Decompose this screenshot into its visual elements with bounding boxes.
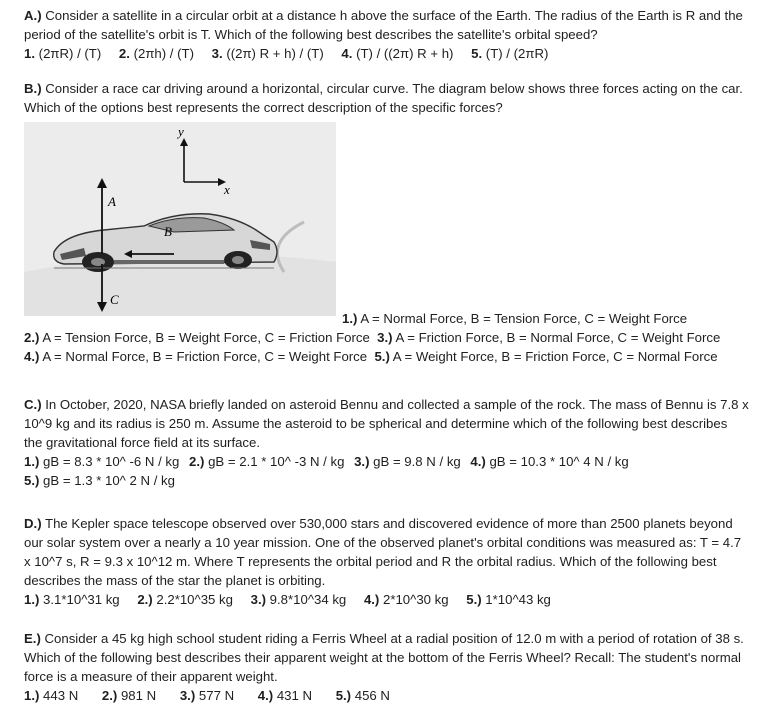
question-e-prompt	[24, 629, 749, 686]
race-car-force-diagram	[24, 122, 336, 316]
question-c-options	[24, 452, 749, 471]
option-e2[interactable]: 2.) 981 N	[101, 688, 157, 703]
option-row-b4-b5	[24, 347, 718, 366]
question-e-label: E.)	[24, 631, 41, 646]
question-c	[24, 395, 749, 490]
y-axis-label: y	[178, 124, 184, 139]
question-e-text: Consider a 45 kg high school student riding a Ferris Wheel at a radial position of 12.0 m with a period of rotation of 38 s. Which of the following best describes their apparent weight at the bottom of the Ferris Wheel? Recall: The student's normal force is a measure of their apparent weight.	[24, 631, 744, 684]
option-c1[interactable]: 1.) gB = 8.3 * 10^ -6 N / kg	[24, 454, 180, 469]
option-e5[interactable]: 5.) 456 N	[335, 688, 390, 703]
question-d-options	[24, 590, 749, 609]
option-c2[interactable]: 2.) gB = 2.1 * 10^ -3 N / kg	[189, 454, 345, 469]
option-c3[interactable]: 3.) gB = 9.8 N / kg	[354, 454, 461, 469]
question-b-prompt	[24, 79, 749, 117]
question-d	[24, 514, 749, 609]
question-a-label: A.)	[24, 8, 42, 23]
option-d1[interactable]: 1.) 3.1*10^31 kg	[24, 592, 120, 607]
option-b5[interactable]: 5.) A = Weight Force, B = Friction Force, C = Normal Force	[374, 349, 718, 364]
force-diagram-svg	[24, 122, 336, 316]
option-e1[interactable]: 1.) 443 N	[24, 688, 79, 703]
option-a2[interactable]: 2. (2πh) / (T)	[118, 46, 194, 61]
option-b4[interactable]: 4.) A = Normal Force, B = Friction Force, C = Weight Force	[24, 349, 368, 364]
question-a	[24, 6, 749, 63]
option-a3[interactable]: 3. ((2π) R + h) / (T)	[211, 46, 324, 61]
question-d-label: D.)	[24, 516, 42, 531]
option-b3[interactable]: 3.) A = Friction Force, B = Normal Force, C = Weight Force	[377, 330, 721, 345]
option-a5[interactable]: 5. (T) / (2πR)	[471, 46, 549, 61]
force-a-label: A	[108, 194, 116, 209]
option-d3[interactable]: 3.) 9.8*10^34 kg	[250, 592, 347, 607]
option-d4[interactable]: 4.) 2*10^30 kg	[363, 592, 449, 607]
question-e-options	[24, 686, 749, 705]
question-c-prompt	[24, 395, 749, 452]
question-c-text: In October, 2020, NASA briefly landed on asteroid Bennu and collected a sample of the rock. The mass of Bennu is 7.8 x 10^9 kg and its radius is 250 m. Assume the asteroid to be spherical and determine which of the following best describes the gravitational force field at its surface.	[24, 397, 749, 450]
x-axis-label: x	[224, 182, 230, 197]
option-e3[interactable]: 3.) 577 N	[179, 688, 235, 703]
question-d-text: The Kepler space telescope observed over 530,000 stars and discovered evidence of more than 2500 planets beyond our solar system over a nearly a 10 year mission. One of the observed planet's orbital conditions was measured as: T = 4.7 x 10^7 s, R = 9.3 x 10^12 m. Where T represents the orbital period and R the orbital radius. Which of the following best describes the mass of the star the planet is orbiting.	[24, 516, 742, 588]
question-b-label: B.)	[24, 81, 42, 96]
option-row-b2-b3	[24, 328, 720, 347]
worksheet	[24, 6, 749, 721]
question-b	[24, 79, 749, 379]
option-c5[interactable]: 5.) gB = 1.3 * 10^ 2 N / kg	[24, 473, 175, 488]
option-d2[interactable]: 2.) 2.2*10^35 kg	[137, 592, 233, 607]
question-c-options-row2	[24, 471, 749, 490]
question-a-text: Consider a satellite in a circular orbit at a distance h above the surface of the Earth. The radius of the Earth is R and the period of the satellite's orbit is T. Which of the following best describes the satellite's orbital speed?	[24, 8, 743, 42]
question-b-text: Consider a race car driving around a horizontal, circular curve. The diagram below shows three forces acting on the car. Which of the options best represents the correct description of the specific forces?	[24, 81, 743, 115]
question-d-prompt	[24, 514, 749, 590]
question-c-label: C.)	[24, 397, 42, 412]
option-c4[interactable]: 4.) gB = 10.3 * 10^ 4 N / kg	[470, 454, 629, 469]
option-b2[interactable]: 2.) A = Tension Force, B = Weight Force, C = Friction Force	[24, 330, 370, 345]
force-b-label: B	[164, 224, 172, 239]
question-e	[24, 629, 749, 705]
question-a-prompt	[24, 6, 749, 44]
question-a-options	[24, 44, 749, 63]
option-e4[interactable]: 4.) 431 N	[257, 688, 313, 703]
force-c-label: C	[110, 292, 119, 307]
option-b1[interactable]: 1.) A = Normal Force, B = Tension Force, C = Weight Force	[342, 311, 688, 326]
option-a4[interactable]: 4. (T) / ((2π) R + h)	[341, 46, 454, 61]
option-d5[interactable]: 5.) 1*10^43 kg	[466, 592, 551, 607]
option-a1[interactable]: 1. (2πR) / (T)	[24, 46, 102, 61]
